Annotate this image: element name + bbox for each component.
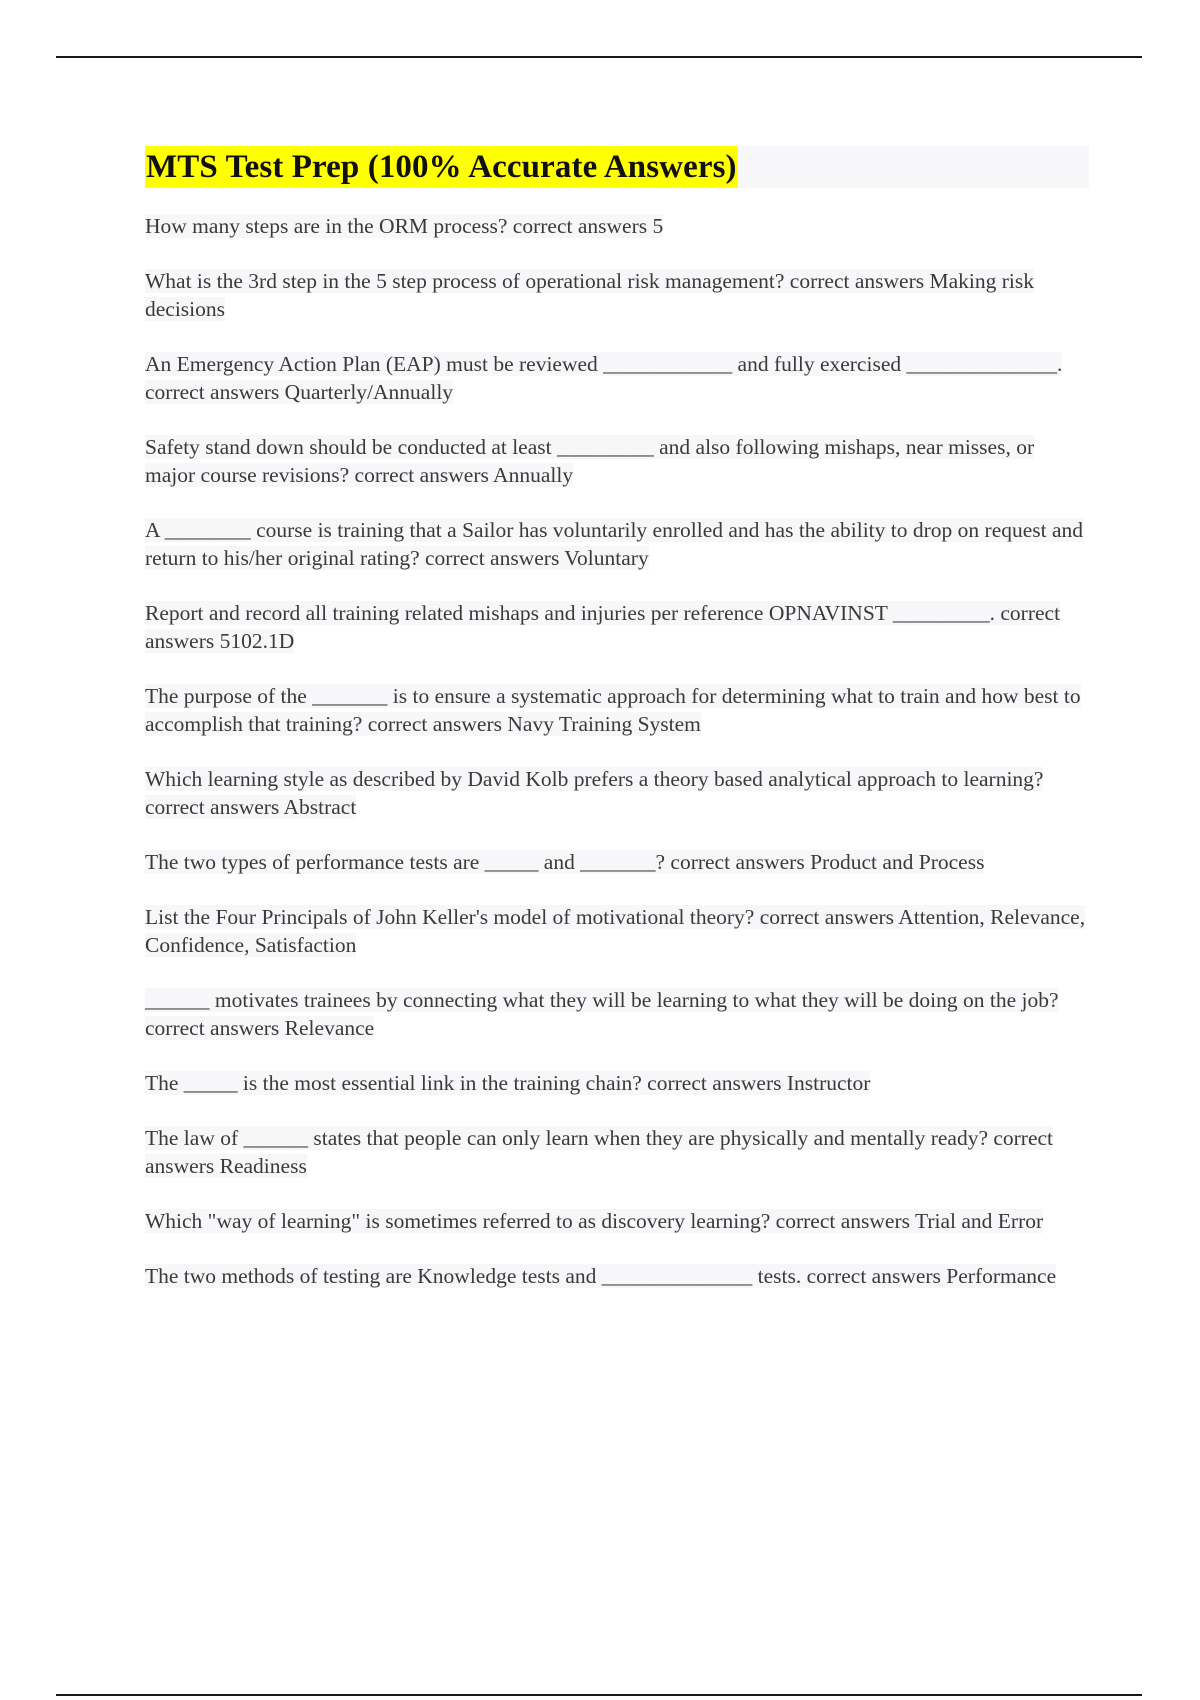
title-row [145, 146, 1089, 188]
qa-text: ______ motivates trainees by connecting what they will be learning to what they will be doing on the job? correct answers Relevance [145, 988, 1059, 1040]
qa-text: The purpose of the _______ is to ensure a systematic approach for determining what to train and how best to accomplish that training? correct answers Navy Training System [145, 684, 1081, 736]
document-body [145, 146, 1089, 1317]
qa-item [145, 212, 1089, 240]
qa-item [145, 682, 1089, 738]
qa-text: A ________ course is training that a Sailor has voluntarily enrolled and has the ability to drop on request and return to his/her original rating? correct answers Voluntary [145, 518, 1084, 570]
qa-item [145, 433, 1089, 489]
qa-item [145, 1207, 1089, 1235]
qa-item [145, 1069, 1089, 1097]
qa-item [145, 516, 1089, 572]
qa-text: The two methods of testing are Knowledge tests and ______________ tests. correct answers Performance [145, 1264, 1057, 1288]
qa-text: The _____ is the most essential link in the training chain? correct answers Instructor [145, 1071, 871, 1095]
document-title: MTS Test Prep (100% Accurate Answers) [145, 146, 738, 188]
qa-text: Which learning style as described by David Kolb prefers a theory based analytical approach to learning? correct answers Abstract [145, 767, 1044, 819]
qa-item [145, 1124, 1089, 1180]
qa-item [145, 1262, 1089, 1290]
qa-text: Report and record all training related mishaps and injuries per reference OPNAVINST _________. correct answers 5102.1D [145, 601, 1061, 653]
qa-item [145, 848, 1089, 876]
qa-item [145, 765, 1089, 821]
qa-item [145, 903, 1089, 959]
qa-text: The law of ______ states that people can only learn when they are physically and mentally ready? correct answers Readiness [145, 1126, 1054, 1178]
top-rule [56, 56, 1142, 58]
qa-text: List the Four Principals of John Keller's model of motivational theory? correct answers Attention, Relevance, Confidence, Satisfaction [145, 905, 1086, 957]
qa-text: What is the 3rd step in the 5 step process of operational risk management? correct answers Making risk decisions [145, 269, 1034, 321]
qa-item [145, 599, 1089, 655]
qa-text: Safety stand down should be conducted at least _________ and also following mishaps, near misses, or major course revisions? correct answers Annually [145, 435, 1035, 487]
qa-item [145, 350, 1089, 406]
qa-item [145, 267, 1089, 323]
qa-text: How many steps are in the ORM process? correct answers 5 [145, 214, 664, 238]
qa-text: An Emergency Action Plan (EAP) must be reviewed ____________ and fully exercised ______________. correct answers Quarterly/Annually [145, 352, 1063, 404]
qa-item [145, 986, 1089, 1042]
qa-text: Which "way of learning" is sometimes referred to as discovery learning? correct answers Trial and Error [145, 1209, 1044, 1233]
qa-text: The two types of performance tests are _____ and _______? correct answers Product and Process [145, 850, 985, 874]
bottom-rule [56, 1694, 1142, 1696]
